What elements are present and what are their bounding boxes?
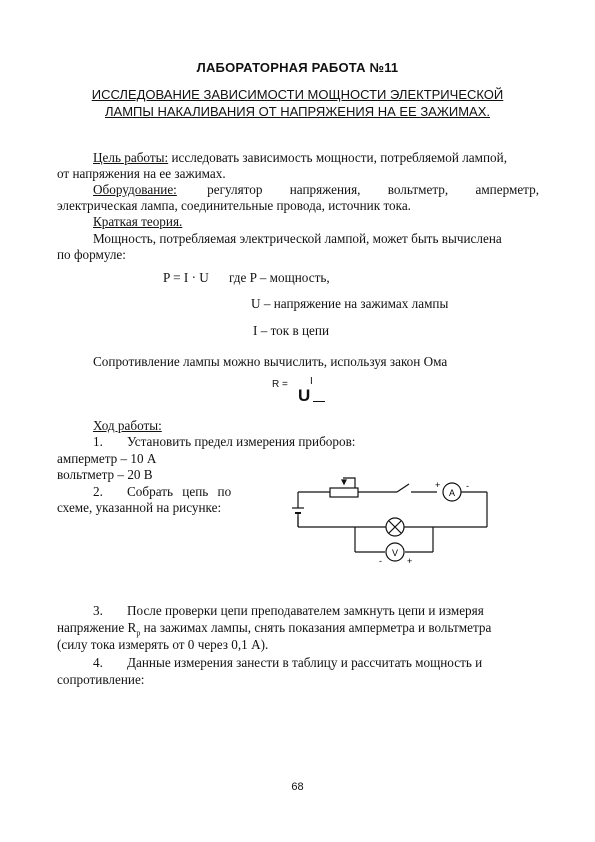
voltmeter-symbol: V <box>392 548 399 558</box>
switch-blade <box>397 484 409 492</box>
ohm-r: R = <box>272 379 288 390</box>
goal-line-1 <box>93 150 539 167</box>
current-definition: I – ток в цепи <box>253 323 330 338</box>
step-4-line-2: сопротивление: <box>57 672 145 687</box>
subtitle-line-2: ЛАМПЫ НАКАЛИВАНИЯ ОТ НАПРЯЖЕНИЯ НА ЕЕ ЗАЖИМАХ. <box>105 104 490 119</box>
equipment-line-1 <box>93 182 539 199</box>
step-3-line-3: (силу тока измерять от 0 через 0,1 А). <box>57 637 269 652</box>
equipment-label: Оборудование: <box>93 182 177 197</box>
step-3-line-1: После проверки цепи преподавателем замкнуть цепи и измеряя <box>127 603 484 618</box>
theory-line-1: Мощность, потребляемая электрической лампой, может быть вычислена <box>93 231 502 246</box>
fraction-line <box>313 401 325 402</box>
subtitle-line-1: ИССЛЕДОВАНИЕ ЗАВИСИМОСТИ МОЩНОСТИ ЭЛЕКТРИЧЕСКОЙ <box>91 87 504 102</box>
step-2-line-1: Собрать цепь по <box>127 484 232 499</box>
circuit-diagram <box>285 472 500 577</box>
step-3-subscript: р <box>136 628 141 638</box>
step-4-line-1: Данные измерения занести в таблицу и рассчитать мощность и <box>127 655 483 670</box>
procedure-label: Ход работы: <box>93 418 162 433</box>
rheostat-body <box>330 488 358 497</box>
goal-text-1: исследовать зависимость мощности, потребляемой лампой, <box>171 150 508 165</box>
voltmeter-limit: вольтметр – 20 В <box>57 467 153 482</box>
goal-text-2: от напряжения на ее зажимах. <box>57 166 226 181</box>
equipment-text-2: электрическая лампа, соединительные провода, источник тока. <box>57 198 411 213</box>
step-2-number: 2. <box>93 484 103 499</box>
voltmeter-plus: + <box>407 556 413 566</box>
step-3-voltage-label: напряжение R <box>57 620 137 635</box>
page-subtitle <box>75 86 520 120</box>
theory-line-2: по формуле: <box>57 247 126 262</box>
power-formula: P = I · U <box>163 270 209 285</box>
voltmeter-minus: - <box>379 556 382 566</box>
page-title: ЛАБОРАТОРНАЯ РАБОТА №11 <box>196 60 399 75</box>
theory-label: Краткая теория. <box>93 214 183 229</box>
step-4-number: 4. <box>93 655 103 670</box>
goal-label: Цель работы: <box>93 150 169 165</box>
page-number: 68 <box>291 781 304 793</box>
rheostat-arrow <box>342 480 346 484</box>
power-definition: где P – мощность, <box>229 270 330 285</box>
ammeter-symbol: A <box>449 488 456 498</box>
step-2-line-2: схеме, указанной на рисунке: <box>57 500 222 515</box>
ammeter-plus: + <box>435 480 441 490</box>
ammeter-minus: - <box>466 481 469 491</box>
step-1-text: Установить предел измерения приборов: <box>127 434 356 449</box>
ohm-law-text: Сопротивление лампы можно вычислить, используя закон Ома <box>93 354 448 369</box>
ohm-i: I <box>310 376 313 387</box>
voltage-definition: U – напряжение на зажимах лампы <box>251 296 449 311</box>
ammeter-limit: амперметр – 10 А <box>57 451 157 466</box>
step-3-voltage-rest: на зажимах лампы, снять показания амперметра и вольтметра <box>140 620 492 635</box>
ohm-u: U <box>298 386 311 405</box>
step-1-number: 1. <box>93 434 103 449</box>
equipment-text-1: регулятор напряжения, вольтметр, амперметр, <box>207 182 539 197</box>
step-3-number: 3. <box>93 603 103 618</box>
